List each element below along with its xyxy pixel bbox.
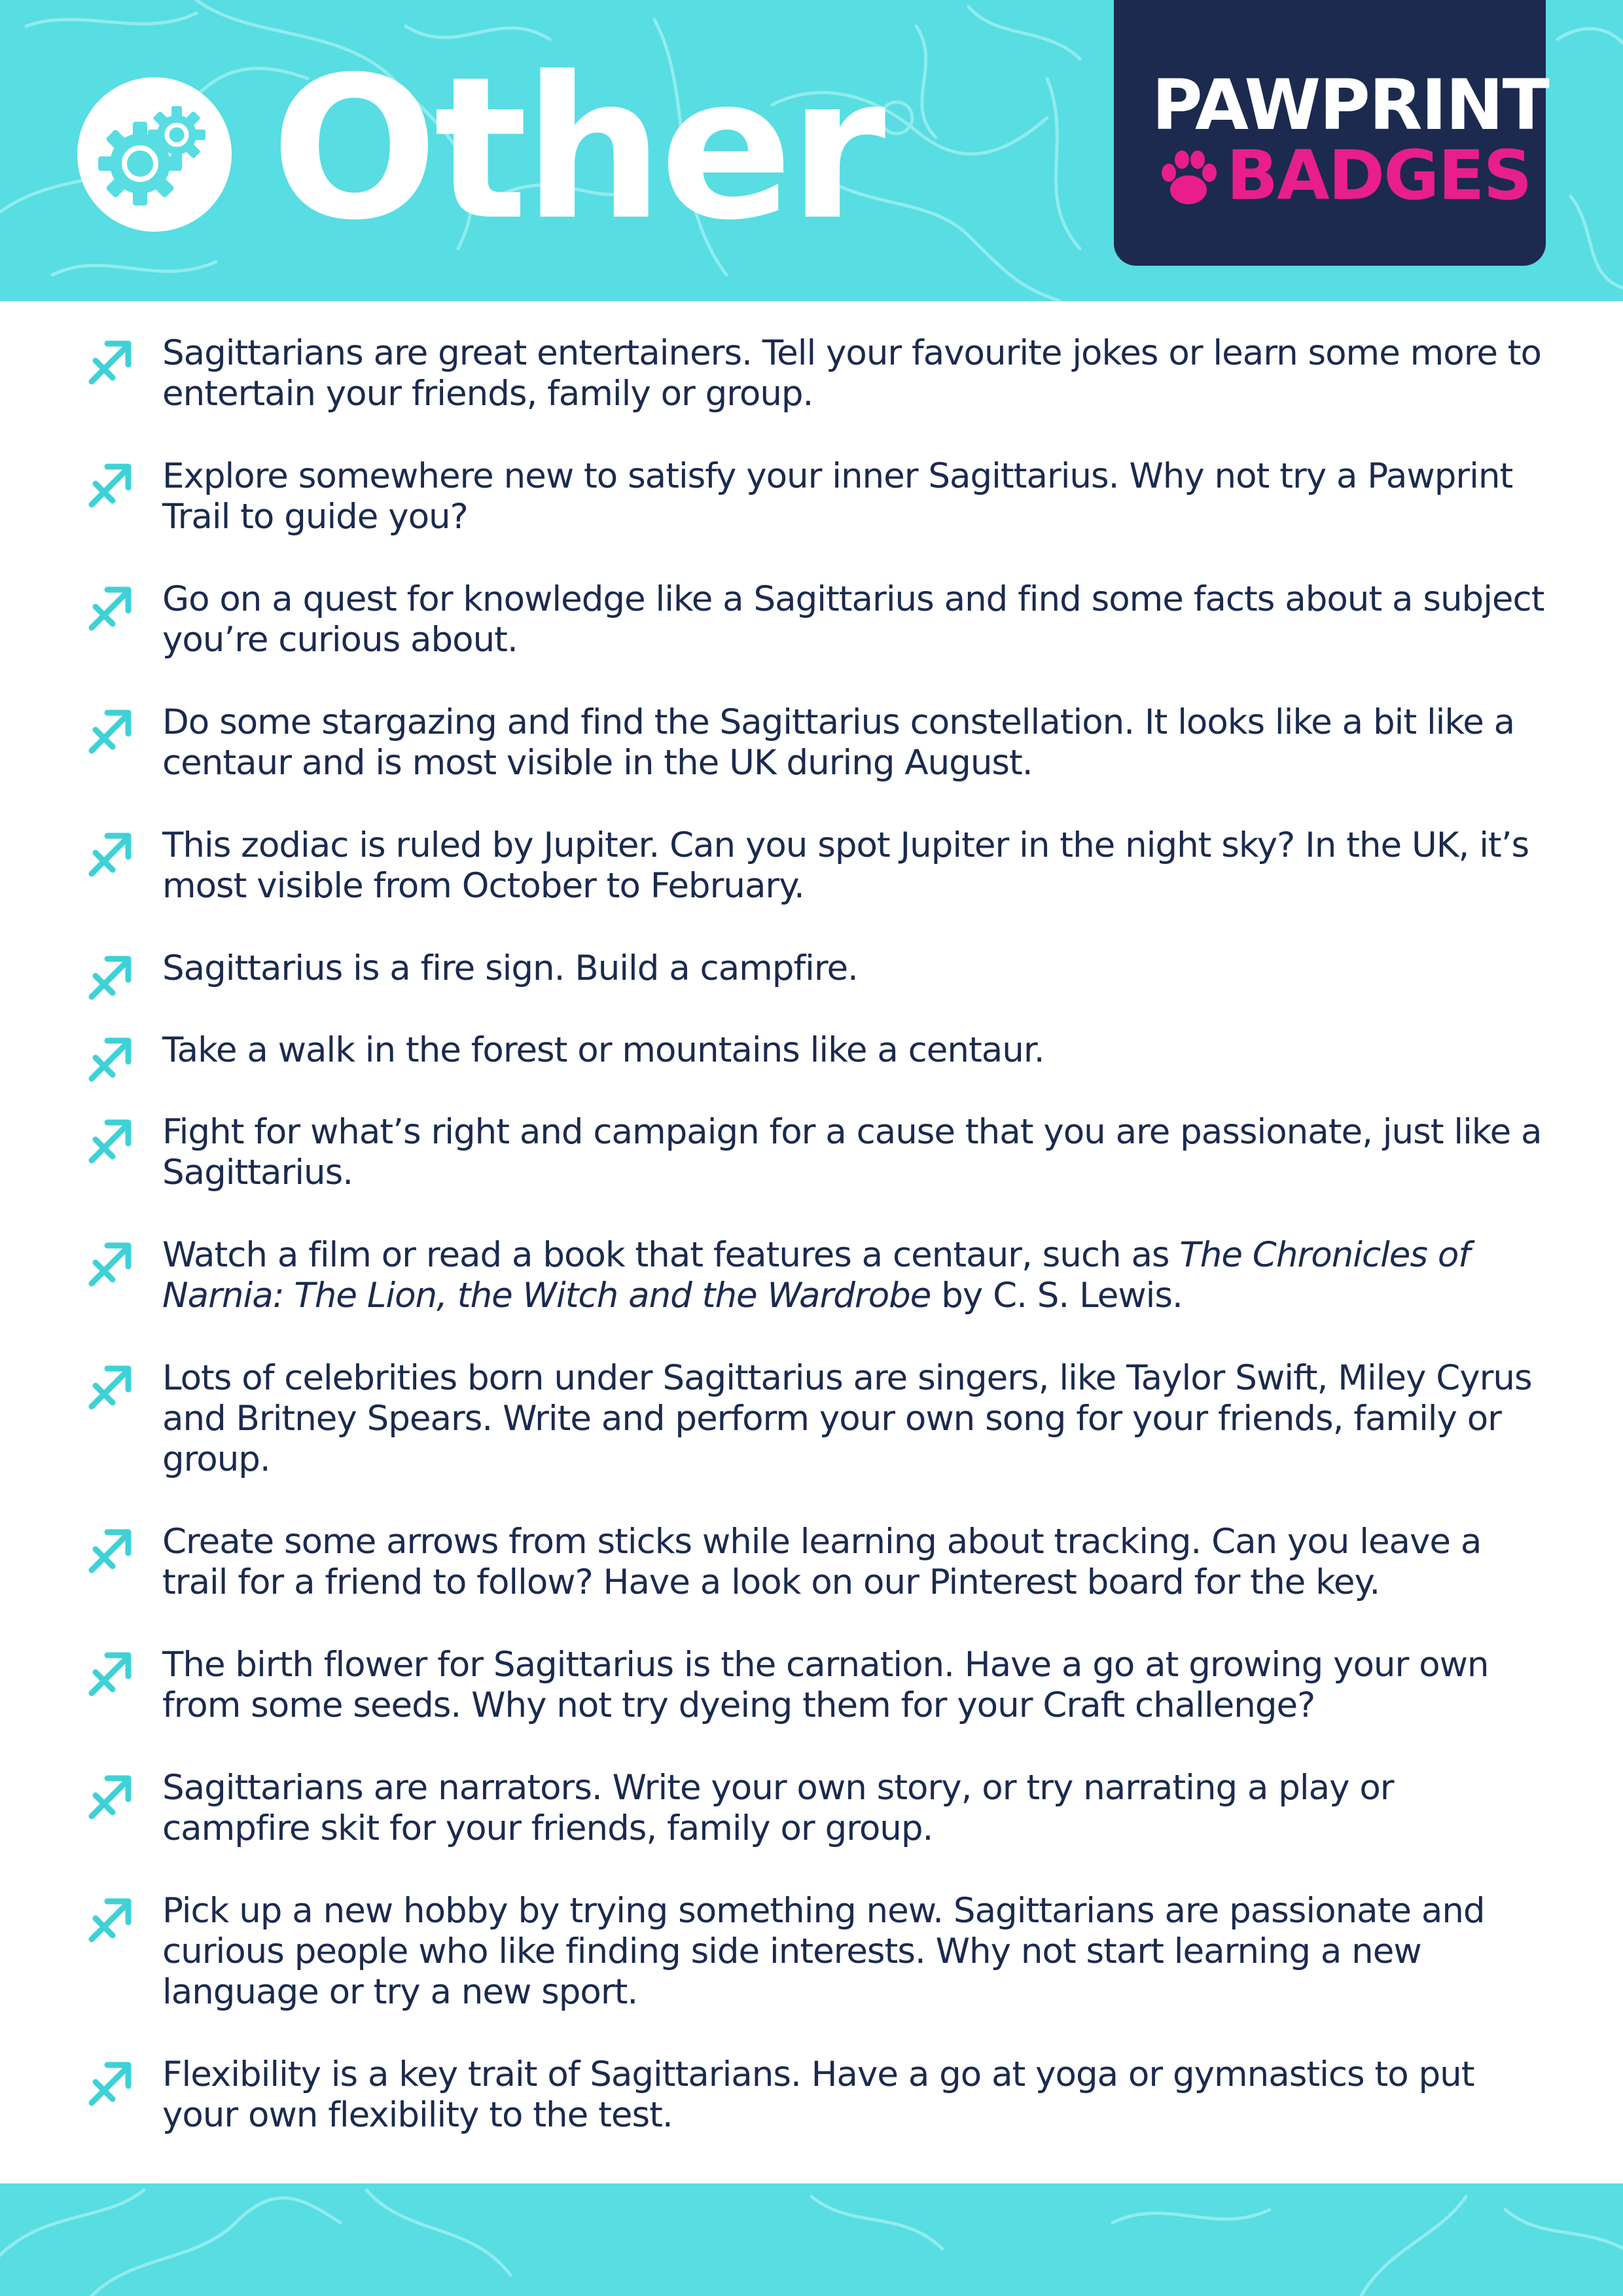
sagittarius-arrow-icon <box>85 1034 135 1084</box>
activity-text <box>162 333 1550 414</box>
activity-text <box>162 1235 1550 1316</box>
activity-text <box>162 1030 1550 1071</box>
activity-text-part: The birth flower for Sagittarius is the carnation. Have a go at growing your own from some seeds. Why not try dyeing them for your Craft challenge? <box>162 1645 1489 1725</box>
sagittarius-arrow-icon <box>85 1116 135 1166</box>
logo-line2: BADGES <box>1226 135 1531 215</box>
activity-text <box>162 948 1550 989</box>
activity-text <box>162 1522 1550 1603</box>
paw-icon <box>1154 145 1220 211</box>
page-title: Other <box>271 35 882 263</box>
sagittarius-arrow-icon <box>85 1362 135 1412</box>
footer-line-art <box>0 2183 1623 2296</box>
sagittarius-arrow-icon <box>85 1895 135 1945</box>
activity-text <box>162 2054 1550 2136</box>
activity-text-part: Fight for what’s right and campaign for a cause that you are passionate, just like a Sagittarius. <box>162 1112 1542 1193</box>
activity-text-part: Watch a film or read a book that features a centaur, such as <box>162 1235 1180 1275</box>
header-banner <box>0 0 1623 301</box>
activity-text <box>162 825 1550 906</box>
gears-icon <box>77 77 232 232</box>
sagittarius-arrow-icon <box>85 1649 135 1698</box>
sagittarius-arrow-icon <box>85 952 135 1002</box>
activity-text <box>162 456 1550 537</box>
activity-text <box>162 1768 1550 1849</box>
activity-text-part: This zodiac is ruled by Jupiter. Can you spot Jupiter in the night sky? In the UK, it’s most visible from October to February. <box>162 825 1529 906</box>
sagittarius-arrow-icon <box>85 829 135 879</box>
activity-text <box>162 1645 1550 1726</box>
sagittarius-arrow-icon <box>85 1772 135 1821</box>
activity-text-part: Lots of celebrities born under Sagittarius are singers, like Taylor Swift, Miley Cyrus and Britney Spears. Write and perform your own song for your friends, family or group. <box>162 1358 1532 1479</box>
activity-text-part: by C. S. Lewis. <box>931 1276 1183 1316</box>
pawprint-badges-logo <box>1114 0 1546 266</box>
activity-text-part: Flexibility is a key trait of Sagittarians. Have a go at yoga or gymnastics to put your own flexibility to the test. <box>162 2054 1474 2135</box>
logo-line1: PAWPRINT <box>1152 65 1548 145</box>
activity-text-part: Sagittarians are great entertainers. Tell your favourite jokes or learn some more to entertain your friends, family or group. <box>162 333 1541 414</box>
sagittarius-arrow-icon <box>85 706 135 756</box>
activity-text-part: Create some arrows from sticks while learning about tracking. Can you leave a trail for a friend to follow? Have a look on our Pinterest board for the key. <box>162 1522 1482 1602</box>
sagittarius-arrow-icon <box>85 460 135 510</box>
activity-text <box>162 1358 1550 1480</box>
activity-list <box>0 301 1623 2183</box>
footer-banner <box>0 2183 1623 2296</box>
sagittarius-arrow-icon <box>85 1239 135 1289</box>
sagittarius-arrow-icon <box>85 1526 135 1575</box>
activity-text <box>162 1891 1550 2013</box>
activity-text <box>162 579 1550 660</box>
book-title: The Chronicles of Narnia: The Lion, the Witch and the Wardrobe <box>162 1235 1470 1316</box>
activity-text-part: Explore somewhere new to satisfy your inner Sagittarius. Why not try a Pawprint Trail to guide you? <box>162 456 1513 537</box>
category-badge <box>77 77 232 232</box>
activity-text-part: Go on a quest for knowledge like a Sagittarius and find some facts about a subject you’re curious about. <box>162 579 1544 660</box>
activity-text-part: Sagittarians are narrators. Write your own story, or try narrating a play or campfire skit for your friends, family or group. <box>162 1768 1394 1848</box>
activity-text-part: Pick up a new hobby by trying something new. Sagittarians are passionate and curious people who like finding side interests. Why not start learning a new language or try a new sport. <box>162 1891 1485 2012</box>
activity-text <box>162 1112 1550 1193</box>
sagittarius-arrow-icon <box>85 2058 135 2108</box>
activity-text-part: Sagittarius is a fire sign. Build a campfire. <box>162 948 858 988</box>
sagittarius-arrow-icon <box>85 337 135 387</box>
activity-text <box>162 702 1550 783</box>
activity-text-part: Do some stargazing and find the Sagittarius constellation. It looks like a bit like a centaur and is most visible in the UK during August. <box>162 702 1515 783</box>
activity-text-part: Take a walk in the forest or mountains like a centaur. <box>162 1030 1044 1070</box>
sagittarius-arrow-icon <box>85 583 135 633</box>
